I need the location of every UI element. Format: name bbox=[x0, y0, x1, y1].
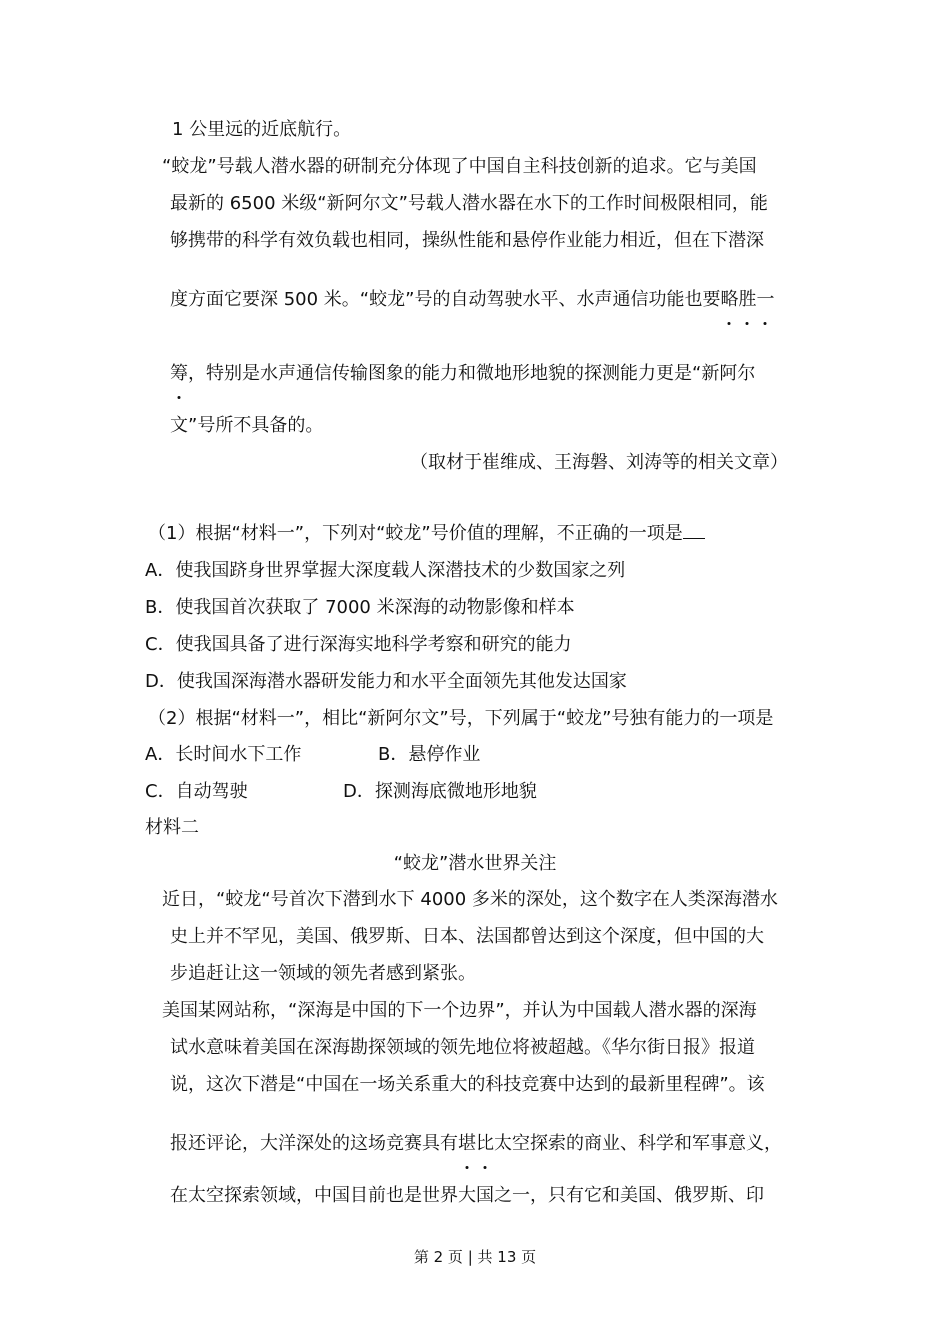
option-c: C．使我国具备了进行深海实地科学考察和研究的能力 bbox=[145, 634, 572, 655]
option-b: B．悬停作业 bbox=[378, 744, 481, 765]
answer-blank bbox=[683, 522, 705, 539]
text-line-emphasis bbox=[170, 362, 755, 386]
text-segment: 太空探索的商业、科学和军事意义， bbox=[494, 1133, 782, 1154]
text-line: 在太空探索领域，中国目前也是世界大国之一，只有它和美国、俄罗斯、印 bbox=[170, 1185, 764, 1206]
option-c: C．自动驾驶 bbox=[145, 781, 248, 802]
option-a: A．使我国跻身世界掌握大深度载人深潜技术的少数国家之列 bbox=[145, 560, 626, 581]
option-b: B．使我国首次获取了 7000 米深海的动物影像和样本 bbox=[145, 597, 575, 618]
text-segment: 度方面它要深 500 米。“蛟龙”号的自动驾驶水平、水声通信功能也要 bbox=[170, 289, 721, 310]
emphasis-char: 胜 bbox=[738, 289, 757, 310]
page-footer: 第 2 页 | 共 13 页 bbox=[413, 1248, 537, 1266]
text-line-emphasis bbox=[170, 1132, 782, 1156]
text-line: 最新的 6500 米级“新阿尔文”号载人潜水器在水下的工作时间极限相同，能 bbox=[170, 193, 768, 214]
option-d: D．探测海底微地形地貌 bbox=[343, 781, 537, 802]
text-line: 史上并不罕见，美国、俄罗斯、日本、法国都曾达到这个深度，但中国的大 bbox=[170, 926, 764, 947]
text-line: “蛟龙”号载人潜水器的研制充分体现了中国自主科技创新的追求。它与美国 bbox=[162, 156, 757, 177]
text-segment: ，特别是水声通信传输图象的能力和微地形地貌的探测能力更是“新阿尔 bbox=[188, 363, 756, 384]
question-1-stem bbox=[148, 522, 705, 546]
question-2-stem: （2）根据“材料一”，相比“新阿尔文”号，下列属于“蛟龙”号独有能力的一项是 bbox=[148, 708, 774, 729]
text-line: 近日，“蛟龙“号首次下潜到水下 4000 多米的深处，这个数字在人类深海潜水 bbox=[162, 889, 778, 910]
emphasis-char: 比 bbox=[476, 1133, 494, 1154]
text-line: 美国某网站称，“深海是中国的下一个边界”，并认为中国载人潜水器的深海 bbox=[162, 1000, 757, 1021]
text-line: 文”号所不具备的。 bbox=[170, 415, 324, 436]
section-heading: 材料二 bbox=[145, 817, 199, 838]
text-line: 试水意味着美国在深海勘探领域的领先地位将被超越。《华尔街日报》报道 bbox=[170, 1037, 755, 1058]
option-d: D．使我国深海潜水器研发能力和水平全面领先其他发达国家 bbox=[145, 671, 627, 692]
text-line: 够携带的科学有效负载也相同，操纵性能和悬停作业能力相近，但在下潜深 bbox=[170, 230, 764, 251]
text-line: 步追赶让这一领域的领先者感到紧张。 bbox=[170, 963, 476, 984]
text-line: 说，这次下潜是“中国在一场关系重大的科技竞赛中达到的最新里程碑”。该 bbox=[170, 1074, 765, 1095]
emphasis-char: 筹 bbox=[170, 363, 188, 384]
text-line-emphasis bbox=[170, 288, 774, 312]
emphasis-char: 一 bbox=[756, 289, 775, 310]
source-citation: （取材于崔维成、王海磐、刘涛等的相关文章） bbox=[410, 452, 788, 473]
text-line: 1 公里远的近底航行。 bbox=[172, 119, 352, 140]
emphasis-char: 堪 bbox=[458, 1133, 476, 1154]
article-title: “蛟龙”潜水世界关注 bbox=[393, 853, 557, 874]
emphasis-char: 略 bbox=[720, 289, 739, 310]
text-segment: 报还评论，大洋深处的这场竞赛具有 bbox=[170, 1133, 458, 1154]
option-a: A．长时间水下工作 bbox=[145, 744, 302, 765]
question-text: （1）根据“材料一”，下列对“蛟龙”号价值的理解，不正确的一项是 bbox=[148, 523, 683, 544]
